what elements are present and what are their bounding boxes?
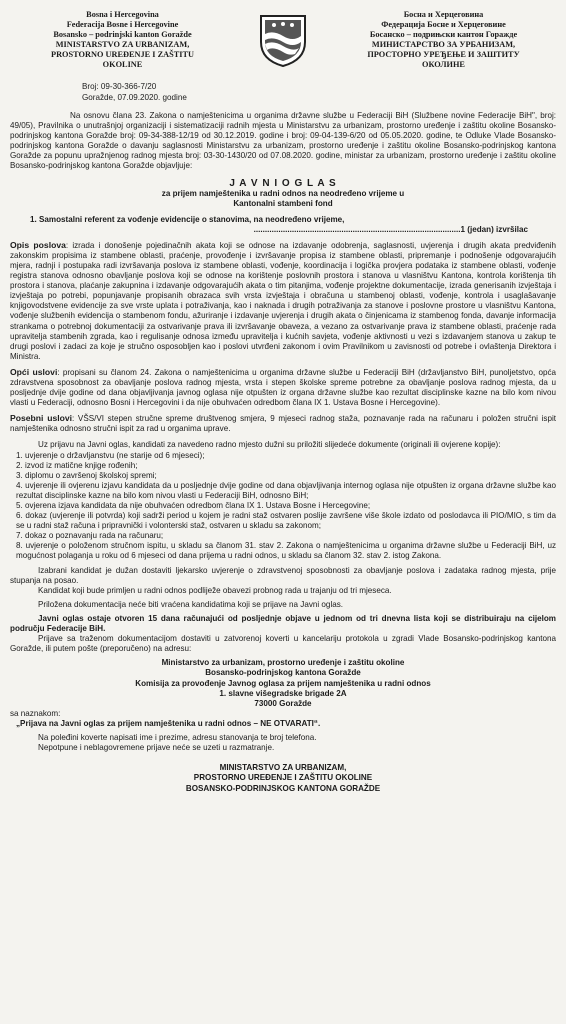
envelope-back-paragraph: Na poleđini koverte napisati ime i prezime, adresu stanovanja te broj telefona. <box>38 732 317 742</box>
documents-list-item: 1. uvjerenje o državljanstvu (ne starije od 6 mjeseci); <box>16 450 205 460</box>
submission-paragraph: Prijave sa traženom dokumentacijom dostaviti u zatvorenoj koverti u kancelariju protokola u zgradi Vlade Bosansko-podrinjskog kantona Goražde, ili putem pošte (preporučeno) na adresu: <box>10 634 556 654</box>
letterhead-line: MINISTARSTVO ZA URBANIZAM, <box>55 40 190 49</box>
documents-list-item: 4. uvjerenje ili ovjerenu izjavu kandidata da u posljednje dvije godine od dana objavljivanja internog oglasa nije otpušten iz organa državne službe kao rezultat disciplinske kazne na bilo kom nivou vlasti u Federaciji BiH, odnosno BiH; <box>16 480 556 500</box>
letterhead <box>10 10 556 72</box>
position-count: ............................................................................................1 (jedan) izvršilac <box>253 224 528 234</box>
documents-intro: Uz prijavu na Javni oglas, kandidati za navedeno radno mjesto dužni su priložiti slijedeće dokumente (originali ili ovjerene kopije): <box>38 440 501 450</box>
canton-coat-of-arms-icon <box>259 12 307 68</box>
address-line: 73000 Goražde <box>254 698 312 708</box>
signature-line: PROSTORNO UREĐENJE I ZAŠTITU OKOLINE <box>193 773 373 783</box>
letterhead-line: Federacija Bosne i Hercegovine <box>66 20 179 29</box>
letterhead-line: PROSTORNO UREĐENJE I ZAŠTITU <box>51 50 194 59</box>
special-conditions <box>10 413 556 434</box>
special-conditions-text: : VŠS/VI stepen stručne spreme društvenog smjera, 9 mjeseci radnog staža, poznavanje rada na računaru i položen stručni ispit namještenika odnosno stručni ispit za rad u organima uprave. <box>10 414 556 434</box>
documents-list-item: 5. ovjerena izjava kandidata da nije obuhvaćen odredbom člana IX 1. Ustava Bosne i Hercegovine; <box>16 501 371 510</box>
documents-list-item: 7. dokaz o poznavanju rada na računaru; <box>16 531 164 541</box>
letterhead-line: Босна и Херцеговина <box>403 10 484 19</box>
general-conditions-text: : propisani su članom 24. Zakona o namještenicima u organima državne službe u Federaciji BiH (državljanstvo BiH, punoljetstvo, opća zdravstvena sposobnost za obavljanje poslova radnog mjesta, vrsta i stepen školske spreme potrebne za obavljanje poslova radnog mjesta, da u posljednje dvije godine od dana objavljivanja javnog oglasa nije otpušten iz organa državne službe kao rezultat disciplinske kazne na bilo kom nivou vlasti u Federaciji, odnosno Bosni i Hercegovini i da nije obuhvaćen odredbom člana IX 1. Ustava Bosne i Hercegovine). <box>10 367 557 408</box>
address-line: Ministarstvo za urbanizam, prostorno uređenje i zaštitu okoline <box>161 658 405 668</box>
letterhead-line: МИНИСТАРСТВО ЗА УРБАНИЗАМ, <box>371 40 516 49</box>
letterhead-cyrillic <box>331 10 556 70</box>
probation-paragraph: Kandidat koji bude primljen u radni odnos podliježe obavezi probnog rada u trajanju od tri mjeseca. <box>38 585 392 595</box>
documents-return-paragraph: Priložena dokumentacija neće biti vraćena kandidatima koji se prijave na Javni oglas. <box>38 599 344 609</box>
letterhead-line: Bosansko – podrinjski kanton Goražde <box>53 30 192 39</box>
envelope-note: „Prijava na Javni oglas za prijem namještenika u radni odnos – NE OTVARATI“. <box>16 718 321 728</box>
document-date: Goražde, 07.09.2020. godine <box>82 92 187 102</box>
medical-certificate-paragraph: Izabrani kandidat je dužan dostaviti ljekarsko uvjerenje o zdravstvenoj sposobnosti za obavljanje poslova i zadataka radnog mjesta, prije stupanja na posao. <box>10 565 556 585</box>
signature-line: BOSANSKO-PODRINJSKOG KANTONA GORAŽDE <box>185 783 381 793</box>
notice-subtitle: za prijem namještenika u radni odnos na neodređeno vrijeme u <box>161 188 405 198</box>
incomplete-applications-paragraph: Nepotpune i neblagovremene prijave neće se uzeti u razmatranje. <box>38 743 275 753</box>
mailing-address <box>10 658 556 708</box>
documents-list <box>16 451 556 562</box>
address-line: Bosansko-podrinjskog kantona Goražde <box>205 668 361 678</box>
letterhead-line: Федерација Босне и Херцеговине <box>381 20 506 29</box>
documents-list-item: 3. diplomu o završenoj školskoj spremi; <box>16 470 157 480</box>
documents-list-item: 2. izvod iz matične knjige rođenih; <box>16 460 138 470</box>
letterhead-line: Босанско – подрињски кантон Горажде <box>369 30 518 39</box>
reference-number: Broj: 09-30-366-7/20 <box>82 82 157 91</box>
job-description-label: Opis poslova <box>10 239 66 250</box>
document-meta <box>82 82 556 103</box>
signature-line: MINISTARSTVO ZA URBANIZAM, <box>219 763 347 773</box>
general-conditions-label: Opći uslovi <box>10 366 58 377</box>
letterhead-line: OKOLINE <box>102 60 143 69</box>
letterhead-line: ПРОСТОРНО УРЕЂЕЊЕ И ЗАШТИТУ <box>367 50 520 59</box>
general-conditions <box>10 367 556 408</box>
job-description-text: : izrada i donošenje pojedinačnih akata koji se odnose na izdavanje odobrenja, saglasnosti, uvjerenja i drugih akata predviđenih zakonskim propisima iz stambene oblasti, praćenje, provođenje i izvršavanje propisa iz stambene oblasti, pripremanje i podnošenje odgovarajućih mjera, radnji i postupaka radi izvršavanja poslova iz stambene oblasti, vođenje, koordinacija i logička provjera podataka iz stambene oblasti, vođenje registra stanova odnosno obavljanje poslova koji se odnose na korištenje poslovnih prostora i stanova u vlasništvu Kantona, kontrola korištenja tih prostora i stanova, plaćanje zakupnina i izdavanje odgovarajućih akata o tim pitanjima, vođenje projektne dokumentacije, izrada generisanih izvještaja i izvještaja po potrebi, popunjavanje propisanih obrazaca svih vrsta izvještaja i obračuna u stambenoj oblasti, vođenje, kontrola i usaglašavanje knjigovodstvene evidencije za sve vrste uplata i potraživanja, kao i naknada i drugih potraživanja za stanove i poslovne prostore u vlasništvu Kantona, vođenje službenih evidencija o stambenom fondu, ažuriranje i izdavanje uvjerenja i drugih akata o činjenicama iz stambenog fonda, davanje informacija strankama o potrebnoj dokumentaciji za ostvarivanje prava ili izvršavanje obaveza, a vezano za ostvarivanje prava iz stambene oblasti, praćenje rada upravitelja stambenih zgrada, kao i regulisanje odnosa između upravitelja i kućnih savjeta, vođenje aktivnosti u vezi s izdavanjem stanova u zakup te drugi poslovi i zadaci za koje je stručno osposobljen kao i poslovi utvrđeni zakonom i ovim Pravilnikom u zavisnosti od potrebe i ovlaštenja Direktora i Ministra. <box>10 240 556 361</box>
documents-list-item: 8. uvjerenje o položenom stručnom ispitu, u skladu sa članom 31. stav 2. Zakona o namještenicima u organima državne službe u Federaciji BiH, uz mogućnost polaganja u roku od 6 mjeseci od dana prijema u radni odnos, u skladu sa članom 32. stav 2. istog Zakona. <box>16 541 556 561</box>
letterhead-latin <box>10 10 235 70</box>
intro-paragraph: Na osnovu člana 23. Zakona o namještenicima u organima državne službe u Federaciji BiH (Službene novine Federacije BiH", broj: 49/05), Pravilnika o unutrašnjoj organizaciji i sistematizaciji radnih mjesta u Ministarstvu za urbanizam, prostorno uređenje i zaštitu okoline Bosansko-podrinjskog kantona Goražde broj: 09-34-388-12/19 od 30.12.2019. godine i broj: 09-04-139-6/20 od 05.05.2020. godine, te Odluke Vlade Bosansko-podrinjskog kantona Goražde o davanju saglasnosti Ministarstvu za urbanizam, prostorno uređenje i zaštitu okoline Bosansko-podrinjskog kantona Goražde za popunu upražnjenog radnog mjesta broj: 03-30-1430/20 od 07.08.2020. godine, ministar za urbanizam, prostorno uređenje i zaštitu okoline Bosansko-podrinjskog kantona Goražde objavljuje: <box>10 111 556 171</box>
signature-block <box>10 763 556 794</box>
position-title: 1. Samostalni referent za vođenje evidencije o stanovima, na neodređeno vrijeme, <box>30 214 345 224</box>
deadline-paragraph: Javni oglas ostaje otvoren 15 dana računajući od posljednje objave u jednom od tri dnevna lista koji se distribuiraju na cijelom području Federacije BiH. <box>10 613 556 634</box>
notice-subtitle-2: Kantonalni stambeni fond <box>233 198 333 208</box>
letterhead-line: Bosna i Hercegovina <box>86 10 159 19</box>
envelope-note-label: sa naznakom: <box>10 708 61 718</box>
address-line: 1. slavne višegradske brigade 2A <box>219 688 347 698</box>
job-description <box>10 240 556 362</box>
address-line: Komisija za provođenje Javnog oglasa za prijem namještenika u radni odnos <box>135 678 431 688</box>
notice-title: J A V N I O G L A S <box>229 177 337 189</box>
special-conditions-label: Posebni uslovi <box>10 413 73 424</box>
letterhead-line: ОКОЛИНЕ <box>422 60 465 69</box>
documents-list-item: 6. dokaz (uvjerenje ili potvrda) koji sadrži period u kojem je radni staž ostvaren poslije završene više škole izdato od poslodavca ili PIO/MIO, s tim da se u radni staž računa i pripravnički i volonterski staž, ostvaren u skladu sa zakonom; <box>16 511 556 531</box>
